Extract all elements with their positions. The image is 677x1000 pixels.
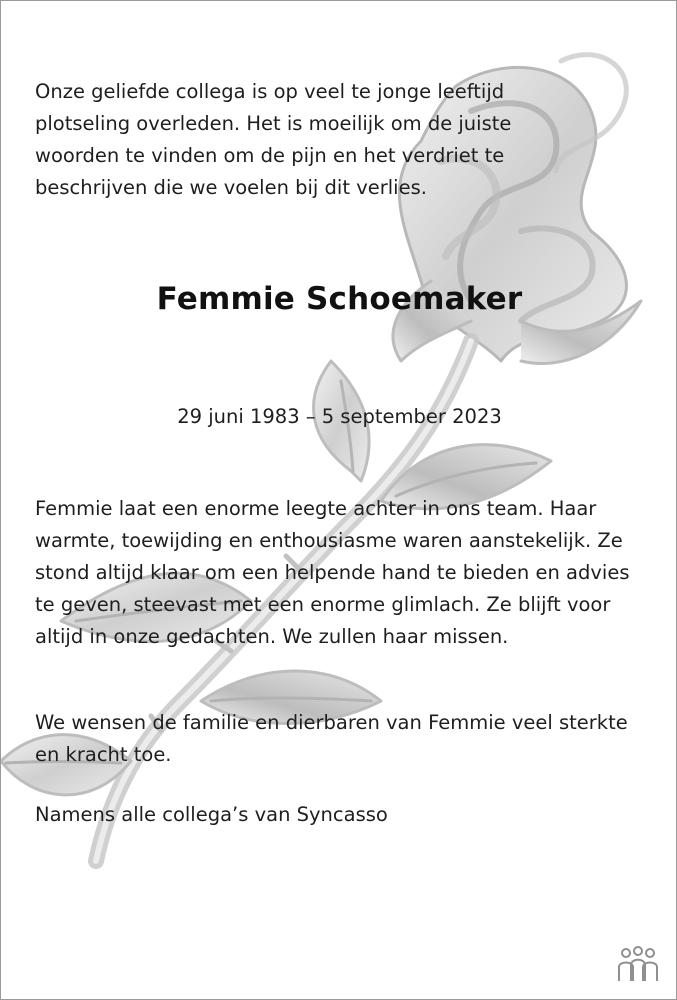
intro-paragraph: Onze geliefde collega is op veel te jonge leeftijd plotseling overleden. Het is moeilijk om de juiste woorden te vinden om de pijn en het verdriet te beschrijven die we voelen bij dit verlies.: [35, 80, 512, 199]
condolence-paragraph: We wensen de familie en dierbaren van Femmie veel sterkte en kracht toe.: [35, 711, 628, 766]
people-group-logo-icon: [614, 945, 662, 985]
deceased-name: Femmie Schoemaker: [156, 281, 523, 317]
tribute-paragraph: Femmie laat een enorme leegte achter in ons team. Haar warmte, toewijding en enthousiasme waren aanstekelijk. Ze stond altijd klaar om een helpende hand te bieden en advies te geven, steevast met een enorme glimlach. Ze blijft voor altijd in onze gedachten. We zullen haar missen.: [35, 497, 630, 648]
signature-line: Namens alle collega’s van Syncasso: [35, 803, 388, 826]
life-dates: 29 juni 1983 – 5 september 2023: [177, 405, 502, 428]
